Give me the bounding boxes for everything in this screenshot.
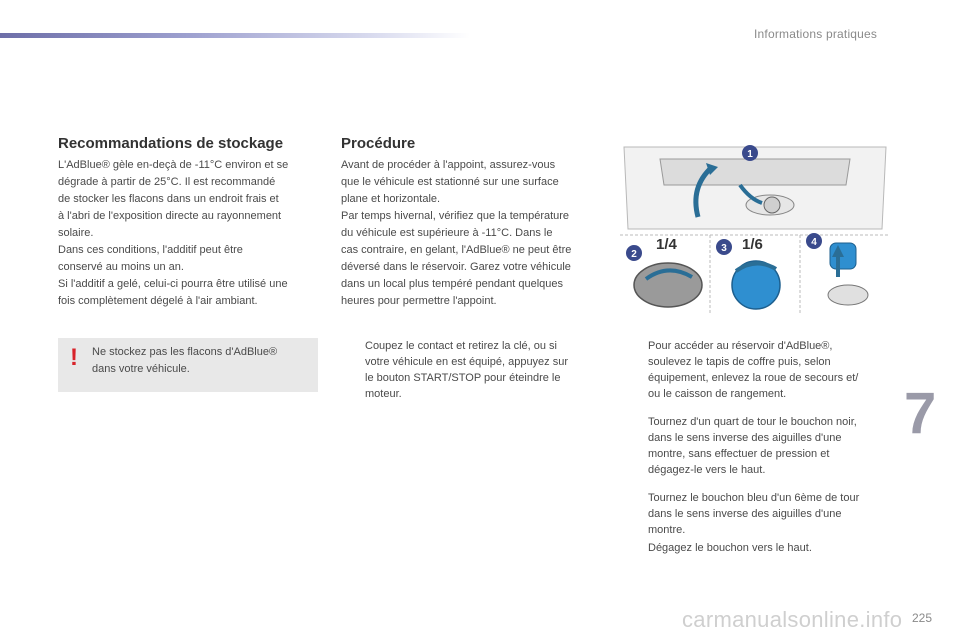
step-label: 1 [747,149,753,160]
bullet-line: soulevez le tapis de coffre puis, selon [648,356,831,368]
middle-bullet-list [341,338,606,414]
bullet-line: Tournez d'un quart de tour le bouchon noir, [648,416,857,428]
procedure-line: Avant de procéder à l'appoint, assurez-vous [341,159,556,171]
bullet-line: Pour accéder au réservoir d'AdBlue®, [648,340,833,352]
storage-title: Recommandations de stockage [58,135,284,152]
bullet-line: équipement, enlevez la roue de secours et/ [648,372,859,384]
storage-line: Si l'additif a gelé, celui-ci pourra être utilisé une [58,278,288,290]
storage-line: à l'abri de l'exposition directe au rayonnement [58,210,282,222]
storage-line: solaire. [58,227,94,239]
bullet-item [624,490,894,538]
trunk-mat [660,159,850,185]
bullet-line: Tournez le bouchon bleu d'un 6ème de tour [648,492,860,504]
section-title: Informations pratiques [754,27,878,41]
storage-line: de stocker les flacons dans un endroit frais et [58,193,279,205]
fraction-sixth-label: 1/6 [742,236,763,253]
bullet-item [341,338,606,402]
bullet-line: dans le sens inverse des aiguilles d'une [648,508,842,520]
warning-box [58,338,318,392]
bullet-line: le bouton START/STOP pour éteindre le [365,372,561,384]
bullet-line: moteur. [365,388,402,400]
right-bullet-list [624,338,894,568]
warning-line: Ne stockez pas les flacons d'AdBlue® [92,346,278,358]
bullet-line: dégagez-le vers le haut. [648,464,766,476]
page-number: 225 [912,611,933,625]
warning-icon: ! [70,344,78,371]
warning-text [92,344,277,378]
step-label: 4 [811,237,817,248]
procedure-line: dans un local plus tempéré pendant quelques [341,278,563,290]
procedure-line: heures pour permettre l'appoint. [341,295,497,307]
bullet-line: dans le sens inverse des aiguilles d'une [648,432,842,444]
procedure-line: déversé dans le réservoir. Garez votre véhicule [341,261,571,273]
adblue-illustration [620,137,890,313]
step-label: 2 [631,249,637,260]
storage-paragraph [58,157,323,310]
bullet-line: montre. [648,524,686,536]
procedure-line: plane et horizontale. [341,193,441,205]
procedure-line: du véhicule est supérieure à -11°C. Dans le [341,227,553,239]
header-color-bar [0,33,470,38]
bullet-item [624,414,894,478]
storage-line: dégrade à partir de 25°C. Il est recommandé [58,176,276,188]
procedure-title: Procédure [341,135,416,152]
bullet-line: ou le caisson de rangement. [648,388,787,400]
warning-line: dans votre véhicule. [92,363,190,375]
bullet-item [624,540,894,556]
storage-line: fois complètement dégelé à l'air ambiant. [58,295,258,307]
bullet-line: Dégagez le bouchon vers le haut. [648,542,812,554]
fraction-quarter-label: 1/4 [656,236,677,253]
procedure-line: cas contraire, en gelant, l'AdBlue® ne peut être [341,244,572,256]
watermark: carmanualsonline.info [682,607,903,632]
storage-line: Dans ces conditions, l'additif peut être [58,244,243,256]
bullet-line: votre véhicule en est équipé, appuyez sur [365,356,569,368]
procedure-line: Par temps hivernal, vérifiez que la température [341,210,570,222]
step-label: 3 [721,243,727,254]
procedure-paragraph [341,157,603,310]
storage-line: conservé au moins un an. [58,261,184,273]
chapter-number: 7 [904,381,937,446]
procedure-line: que le véhicule est stationné sur une surface [341,176,559,188]
storage-line: L'AdBlue® gèle en-deçà de -11°C environ et se [58,159,289,171]
tank-cap-icon [764,197,780,213]
bullet-item [624,338,894,402]
bullet-line: Coupez le contact et retirez la clé, ou si [365,340,557,352]
bullet-line: montre, sans effectuer de pression et [648,448,830,460]
